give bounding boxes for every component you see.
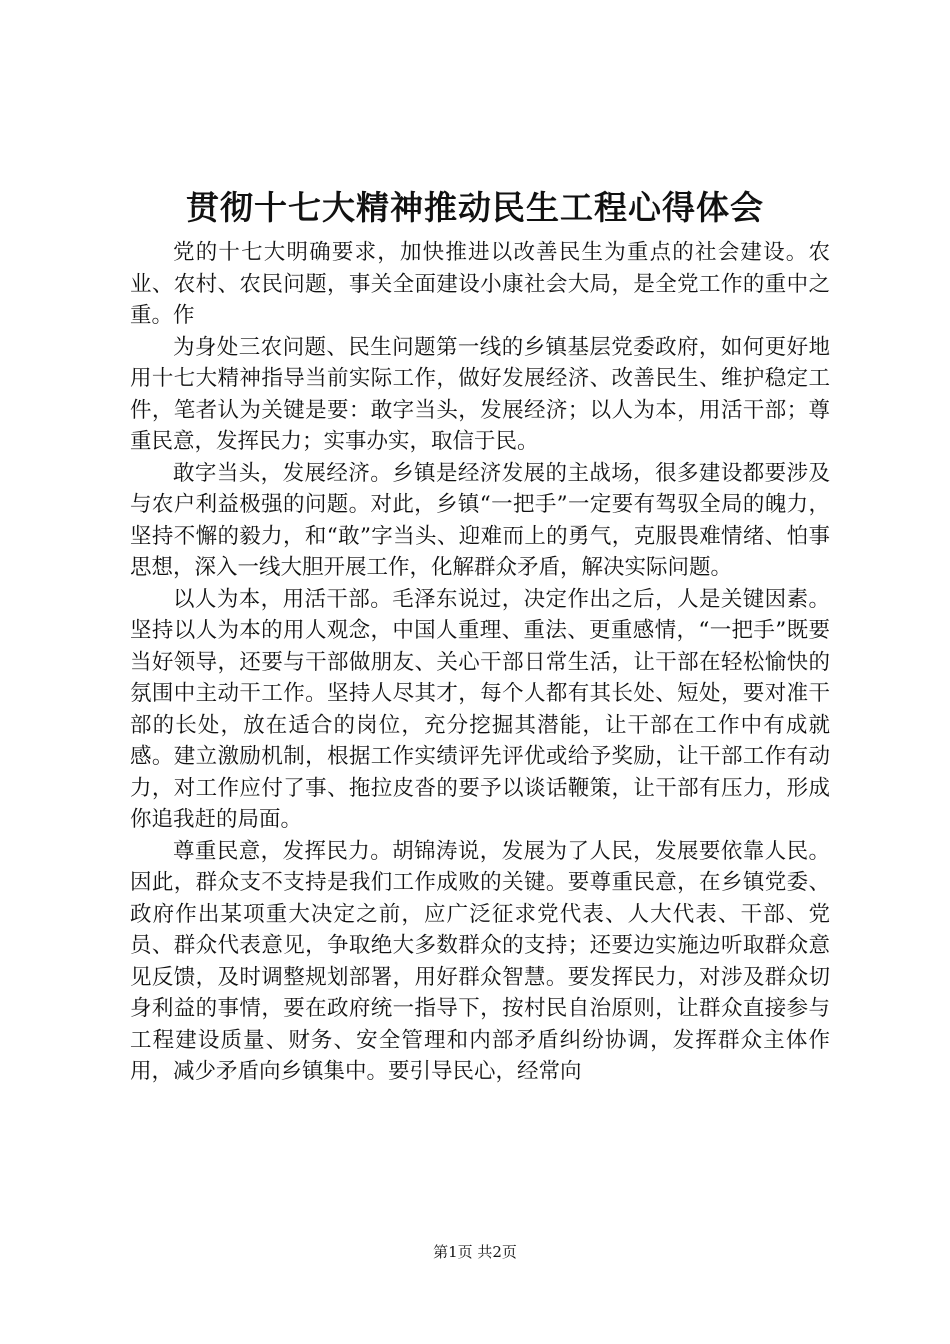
- paragraph: 尊重民意，发挥民力。胡锦涛说，发展为了人民，发展要依靠人民。因此，群众支不支持是我们工作成败的关键。要尊重民意，在乡镇党委、政府作出某项重大决定之前，应广泛征求党代表、人大代表、干部、党员、群众代表意见，争取绝大多数群众的支持；还要边实施边听取群众意见反馈，及时调整规划部署，用好群众智慧。要发挥民力，对涉及群众切身利益的事情，要在政府统一指导下，按村民自治原则，让群众直接参与工程建设质量、财务、安全管理和内部矛盾纠纷协调，发挥群众主体作用，减少矛盾向乡镇集中。要引导民心，经常向: [130, 838, 830, 1084]
- paragraph: 敢字当头，发展经济。乡镇是经济发展的主战场，很多建设都要涉及与农户利益极强的问题。对此，乡镇“一把手”一定要有驾驭全局的魄力，坚持不懈的毅力，和“敢”字当头、迎难而上的勇气，克服畏难情绪、怕事思想，深入一线大胆开展工作，化解群众矛盾，解决实际问题。: [130, 460, 830, 580]
- paragraph: 以人为本，用活干部。毛泽东说过，决定作出之后，人是关键因素。坚持以人为本的用人观念，中国人重理、重法、更重感情，“一把手”既要当好领导，还要与干部做朋友、关心干部日常生活，让干部在轻松愉快的氛围中主动干工作。坚持人尽其才，每个人都有其长处、短处，要对准干部的长处，放在适合的岗位，充分挖掘其潜能，让干部在工作中有成就感。建立激励机制，根据工作实绩评先评优或给予奖励，让干部工作有动力，对工作应付了事、拖拉皮沓的要予以谈话鞭策，让干部有压力，形成你追我赶的局面。: [130, 586, 830, 832]
- document-title: 贯彻十七大精神推动民生工程心得体会: [186, 188, 764, 227]
- page-footer: 第1页 共2页: [433, 1243, 517, 1261]
- document-body: [130, 237, 830, 1088]
- paragraph: 党的十七大明确要求，加快推进以改善民生为重点的社会建设。农业、农村、农民问题，事关全面建设小康社会大局，是全党工作的重中之重。作: [130, 240, 830, 328]
- paragraph: 为身处三农问题、民生问题第一线的乡镇基层党委政府，如何更好地用十七大精神指导当前实际工作，做好发展经济、改善民生、维护稳定工件，笔者认为关键是要：敢字当头，发展经济；以人为本，用活干部；尊重民意，发挥民力；实事办实，取信于民。: [130, 334, 830, 454]
